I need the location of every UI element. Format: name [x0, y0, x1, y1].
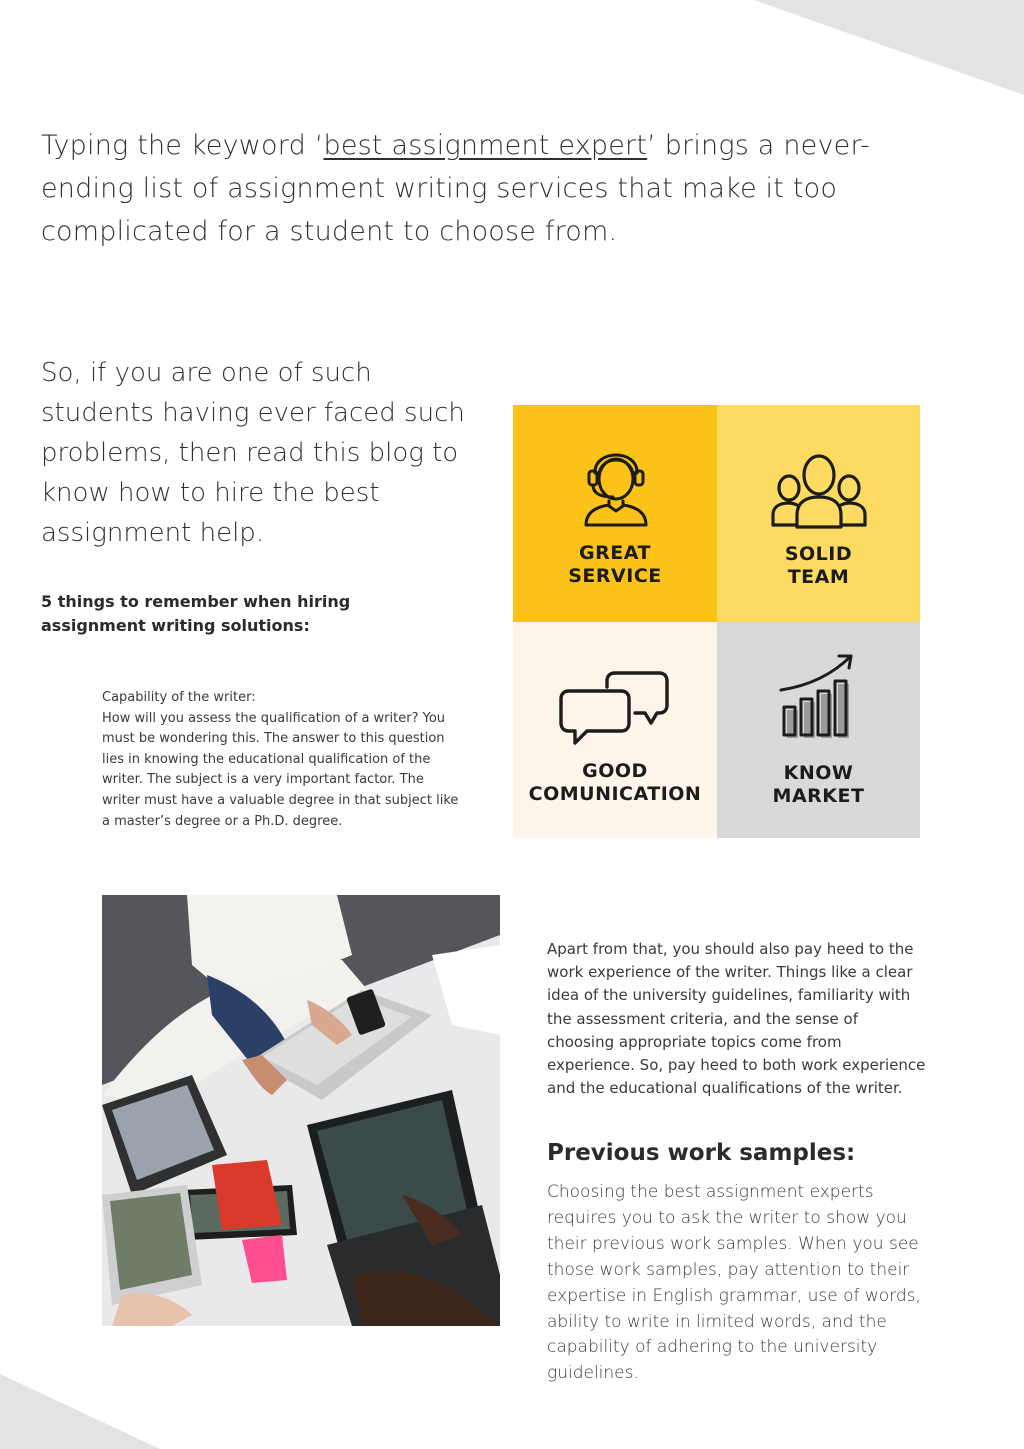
intro-text-after: ’ brings a never-ending list of assignment writing services that make it too complicated for a student to choose from.: [41, 130, 870, 247]
capability-section: [102, 688, 462, 832]
keyword-link[interactable]: best assignment expert: [323, 130, 648, 161]
chat-bubbles-icon: [559, 671, 671, 747]
previous-samples-heading: Previous work samples:: [547, 1140, 856, 1166]
feature-label-line2: MARKET: [772, 785, 865, 807]
feature-label-line2: TEAM: [787, 566, 850, 588]
feature-tile-good-communication: [513, 622, 717, 838]
corner-decoration-top: [754, 0, 1024, 95]
headset-support-icon: [581, 445, 651, 527]
feature-label-line1: KNOW: [783, 762, 854, 784]
feature-label-line2: COMUNICATION: [528, 783, 702, 805]
growth-chart-icon: [779, 652, 859, 744]
intro-paragraph: [41, 124, 881, 253]
capability-body: How will you assess the qualification of a writer? You must be wondering this. The answer to this question lies in knowing the educational qualification of the writer. The subject is a very important factor. The writer must have a valuable degree in that subject like a master’s degree or a Ph.D. degree.: [102, 710, 459, 829]
features-grid: [513, 405, 920, 838]
feature-tile-solid-team: [717, 405, 920, 622]
feature-label-line1: GREAT: [579, 542, 651, 564]
team-group-icon: [771, 451, 867, 529]
lead-paragraph: So, if you are one of such students having ever faced such problems, then read this blog to know how to hire the best assignment help.: [41, 358, 465, 548]
office-laptops-photo: [102, 895, 500, 1326]
things-heading: 5 things to remember when hiring assignment writing solutions:: [41, 592, 351, 635]
feature-tile-know-market: [717, 622, 920, 838]
capability-title: Capability of the writer:: [102, 690, 256, 705]
feature-tile-great-service: [513, 405, 717, 622]
feature-label-line1: SOLID: [784, 543, 853, 565]
feature-label-line1: GOOD: [582, 760, 648, 782]
feature-label-line2: SERVICE: [568, 565, 662, 587]
experience-paragraph: Apart from that, you should also pay heed to the work experience of the writer. Things like a clear idea of the university guidelines, familiarity with the assessment criteria, and the sense of choosing appropriate topics come from experience. So, pay heed to both work experience and the educational qualifications of the writer.: [547, 940, 926, 1098]
previous-samples-body: Choosing the best assignment experts requires you to ask the writer to show you their previous work samples. When you see those work samples, pay attention to their expertise in English grammar, use of words, ability to write in limited words, and the capability of adhering to the university guidelines.: [547, 1182, 921, 1384]
intro-text-before: Typing the keyword ‘: [41, 130, 324, 161]
corner-decoration-bottom: [0, 1374, 160, 1449]
